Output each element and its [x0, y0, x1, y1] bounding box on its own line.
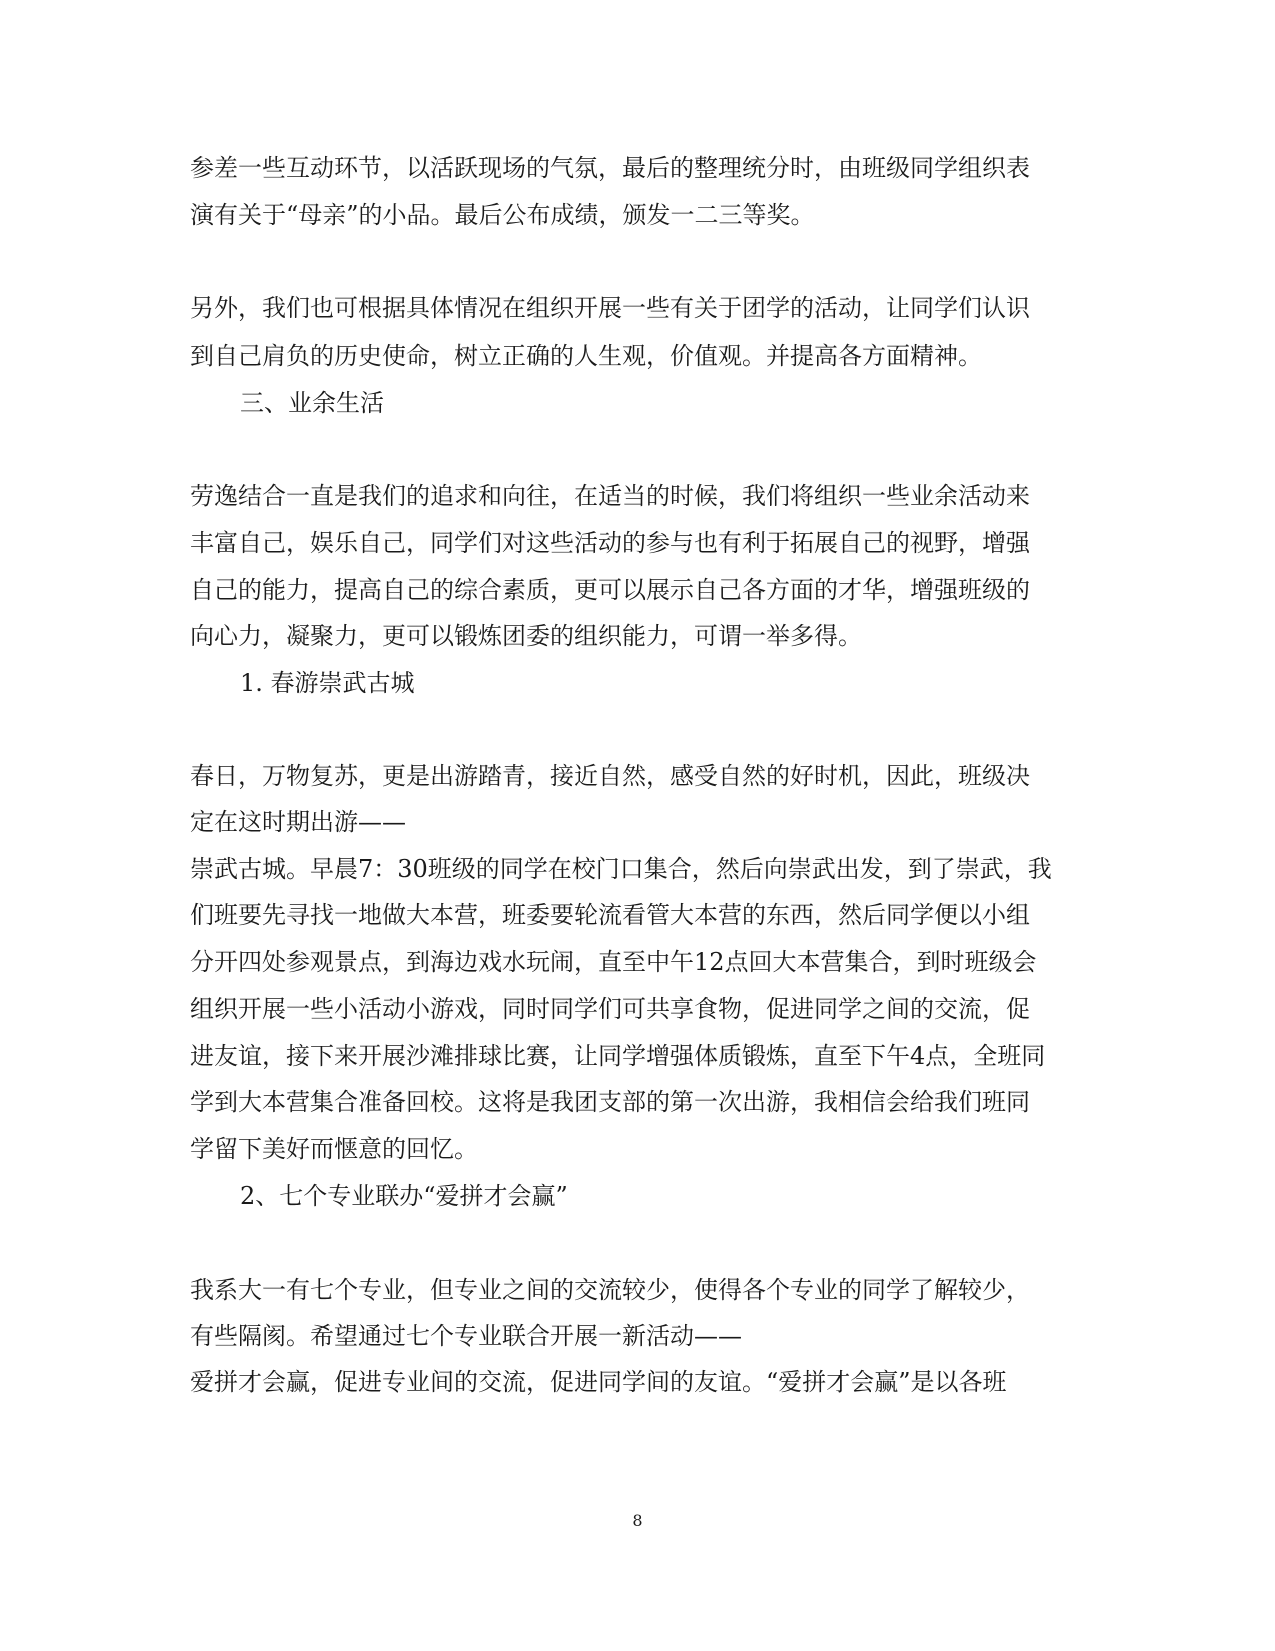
paragraph-line: 向心力，凝聚力，更可以锻炼团委的组织能力，可谓一举多得。	[190, 622, 862, 650]
paragraph-line: 定在这时期出游——	[190, 808, 406, 836]
subsection-heading: 2、七个专业联办“爱拼才会赢”	[240, 1182, 568, 1210]
paragraph-line: 爱拼才会赢，促进专业间的交流，促进同学间的友谊。“爱拼才会赢”是以各班	[190, 1368, 1007, 1396]
subsection-heading: 1. 春游崇武古城	[240, 669, 415, 697]
paragraph-line: 自己的能力，提高自己的综合素质，更可以展示自己各方面的才华，增强班级的	[190, 576, 1030, 604]
section-heading: 三、业余生活	[240, 389, 384, 417]
paragraph-line: 演有关于“母亲”的小品。最后公布成绩，颁发一二三等奖。	[190, 201, 815, 229]
paragraph-line: 到自己肩负的历史使命，树立正确的人生观，价值观。并提高各方面精神。	[190, 342, 982, 370]
paragraph-line: 春日，万物复苏，更是出游踏青，接近自然，感受自然的好时机，因此，班级决	[190, 762, 1030, 790]
paragraph-line: 我系大一有七个专业，但专业之间的交流较少，使得各个专业的同学了解较少，	[190, 1276, 1030, 1304]
paragraph-line: 分开四处参观景点，到海边戏水玩闹，直至中午12点回大本营集合，到时班级会	[190, 948, 1037, 976]
paragraph-line: 学到大本营集合准备回校。这将是我团支部的第一次出游，我相信会给我们班同	[190, 1088, 1030, 1116]
paragraph-line: 劳逸结合一直是我们的追求和向往，在适当的时候，我们将组织一些业余活动来	[190, 482, 1030, 510]
paragraph-line: 组织开展一些小活动小游戏，同时同学们可共享食物，促进同学之间的交流，促	[190, 995, 1030, 1023]
paragraph-line: 崇武古城。早晨7：30班级的同学在校门口集合，然后向崇武出发，到了崇武，我	[190, 855, 1052, 883]
page-number: 8	[632, 1511, 643, 1530]
paragraph-line: 有些隔阂。希望通过七个专业联合开展一新活动——	[190, 1322, 742, 1350]
paragraph-line: 丰富自己，娱乐自己，同学们对这些活动的参与也有利于拓展自己的视野，增强	[190, 529, 1030, 557]
paragraph-line: 参差一些互动环节，以活跃现场的气氛，最后的整理统分时，由班级同学组织表	[190, 154, 1030, 182]
paragraph-line: 进友谊，接下来开展沙滩排球比赛，让同学增强体质锻炼，直至下午4点，全班同	[190, 1042, 1046, 1070]
paragraph-line: 另外，我们也可根据具体情况在组织开展一些有关于团学的活动，让同学们认识	[190, 294, 1030, 322]
paragraph-line: 学留下美好而惬意的回忆。	[190, 1135, 478, 1163]
paragraph-line: 们班要先寻找一地做大本营，班委要轮流看管大本营的东西，然后同学便以小组	[190, 901, 1030, 929]
